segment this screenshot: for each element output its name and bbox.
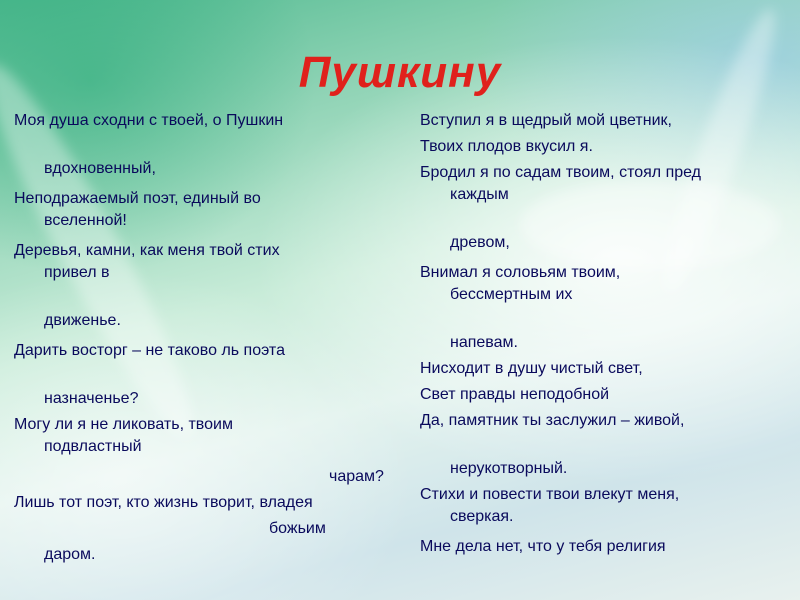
poem-line: вдохновенный, xyxy=(44,160,156,177)
poem-line: Дарить восторг – не таково ль поэта xyxy=(14,342,285,359)
poem-line: древом, xyxy=(450,234,510,251)
poem-line: нерукотворный. xyxy=(450,460,568,477)
poem-line: сверкая. xyxy=(450,508,514,525)
poem-line: движенье. xyxy=(44,312,121,329)
poem-line: чарам? xyxy=(329,468,384,485)
poem-line: назначенье? xyxy=(44,390,139,407)
poem-line: напевам. xyxy=(450,334,518,351)
poem-line: Внимал я соловьям твоим, xyxy=(420,264,621,281)
poem-line: Свет правды неподобной xyxy=(420,386,610,403)
poem-line: каждым xyxy=(450,186,509,203)
poem-line: даром. xyxy=(44,546,96,563)
poem-line: Нисходит в душу чистый свет, xyxy=(420,360,643,377)
poem-line: бессмертным их xyxy=(450,286,573,303)
poem-line: подвластный xyxy=(44,438,142,455)
poem-line: Вступил я в щедрый мой цветник, xyxy=(420,112,672,129)
poem-line: Бродил я по садам твоим, стоял пред xyxy=(420,164,702,181)
poem-column-right xyxy=(420,110,790,558)
poem-column-left xyxy=(14,110,404,566)
poem-line: Да, памятник ты заслужил – живой, xyxy=(420,412,685,429)
poem-line: Мне дела нет, что у тебя религия xyxy=(420,538,666,555)
poem-line: Лишь тот поэт, кто жизнь творит, владея xyxy=(14,494,313,511)
poem-line: привел в xyxy=(44,264,110,281)
poem-line: Могу ли я не ликовать, твоим xyxy=(14,416,233,433)
poem-line: Деревья, камни, как меня твой стих xyxy=(14,242,280,259)
poem-line: Неподражаемый поэт, единый во xyxy=(14,190,261,207)
poem-line: божьим xyxy=(269,520,326,537)
slide-title: Пушкину xyxy=(298,48,502,97)
poem-line: вселенной! xyxy=(44,212,127,229)
poem-line: Твоих плодов вкусил я. xyxy=(420,138,593,155)
poem-line: Стихи и повести твои влекут меня, xyxy=(420,486,680,503)
poem-line: Моя душа сходни с твоей, о Пушкин xyxy=(14,112,284,129)
